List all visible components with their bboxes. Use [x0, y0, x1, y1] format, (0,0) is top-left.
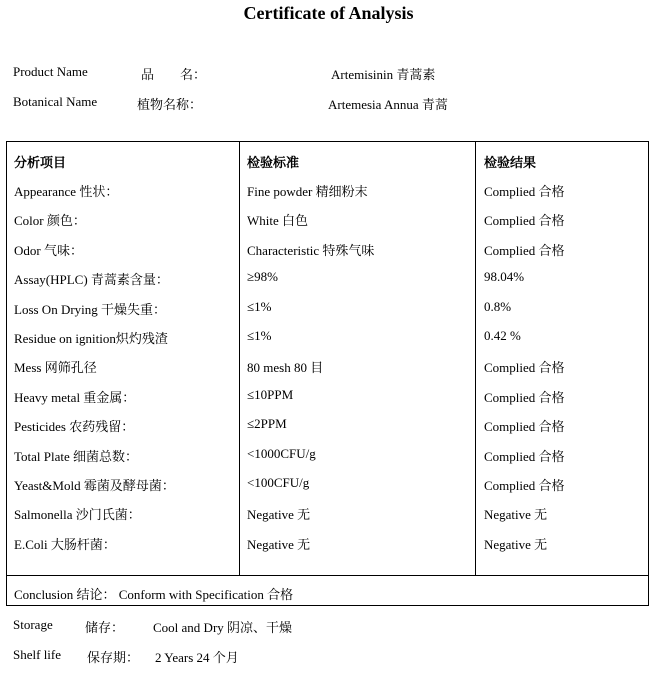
cell-result: Complied 合格 [484, 478, 565, 493]
cell-result: Complied 合格 [484, 213, 565, 229]
storage-label-en: Storage [13, 617, 53, 632]
cell-standard: Fine powder 精细粉末 [247, 184, 368, 199]
cell-result: Negative 无 [484, 536, 548, 552]
cell-result: Complied 合格 [484, 242, 565, 258]
cell-result: Complied 合格 [484, 360, 565, 376]
column-divider [239, 142, 240, 575]
cell-result: 0.8% [484, 298, 512, 314]
conclusion: Conclusion 结论： Conform with Specification 合格 [14, 587, 294, 602]
storage-value: Cool and Dry 阴凉、干燥 [153, 620, 293, 635]
botanical-name-value: Artemesia Annua 青蒿 [328, 97, 448, 112]
cell-standard: ≤1% [247, 328, 272, 343]
cell-standard: <100CFU/g [247, 475, 310, 490]
cell-standard: ≤1% [247, 298, 272, 314]
cell-item: Color 颜色： [14, 213, 86, 229]
cell-item: Mess 网筛孔径 [14, 360, 97, 376]
cell-standard: ≤10PPM [247, 386, 294, 402]
cell-standard: ≤2PPM [247, 416, 287, 432]
cell-item: Residue on ignition炽灼残渣 [14, 331, 168, 346]
cell-item: Heavy metal 重金属： [14, 389, 136, 405]
storage-label-cn: 储存： [85, 620, 125, 635]
header-standard: 检验标准 [247, 155, 300, 170]
header-item: 分析项目 [14, 155, 67, 170]
cell-item: E.Coli 大肠杆菌： [14, 536, 116, 552]
product-name-label-en: Product Name [13, 64, 88, 79]
cell-standard: Negative 无 [247, 536, 311, 552]
product-name-value: Artemisinin 青蒿素 [331, 67, 436, 82]
cell-result: 98.04% [484, 269, 525, 285]
cell-result: Complied 合格 [484, 448, 565, 464]
cell-item: Appearance 性状： [14, 184, 119, 199]
shelf-life-label-cn: 保存期： [87, 650, 140, 665]
cell-standard: <1000CFU/g [247, 445, 316, 461]
product-name-label-cn: 品 名： [141, 67, 207, 82]
cell-result: 0.42 % [484, 328, 521, 343]
botanical-name-label-en: Botanical Name [13, 94, 98, 109]
cell-item: Yeast&Mold 霉菌及酵母菌： [14, 478, 175, 493]
cell-result: Negative 无 [484, 507, 548, 523]
cell-item: Salmonella 沙门氏菌： [14, 507, 141, 523]
cell-result: Complied 合格 [484, 184, 565, 199]
conclusion-divider [7, 575, 648, 576]
shelf-life-value: 2 Years 24 个月 [155, 650, 239, 665]
botanical-name-label-cn: 植物名称： [137, 97, 203, 112]
cell-standard: Negative 无 [247, 507, 311, 523]
cell-standard: Characteristic 特殊气味 [247, 242, 375, 258]
cell-result: Complied 合格 [484, 419, 565, 435]
cell-result: Complied 合格 [484, 389, 565, 405]
cell-item: Total Plate 细菌总数： [14, 448, 139, 464]
column-divider [475, 142, 476, 575]
cell-standard: 80 mesh 80 目 [247, 360, 324, 376]
cell-standard: White 白色 [247, 213, 309, 229]
cell-standard: ≥98% [247, 269, 278, 285]
cell-item: Loss On Drying 干燥失重： [14, 301, 167, 317]
cell-item: Assay(HPLC) 青蒿素含量： [14, 272, 169, 288]
cell-item: Odor 气味： [14, 242, 83, 258]
cell-item: Pesticides 农药残留： [14, 419, 135, 435]
analysis-table [6, 141, 649, 606]
header-result: 检验结果 [484, 155, 537, 170]
document-title: Certificate of Analysis [243, 3, 414, 23]
shelf-life-label-en: Shelf life [13, 647, 62, 662]
